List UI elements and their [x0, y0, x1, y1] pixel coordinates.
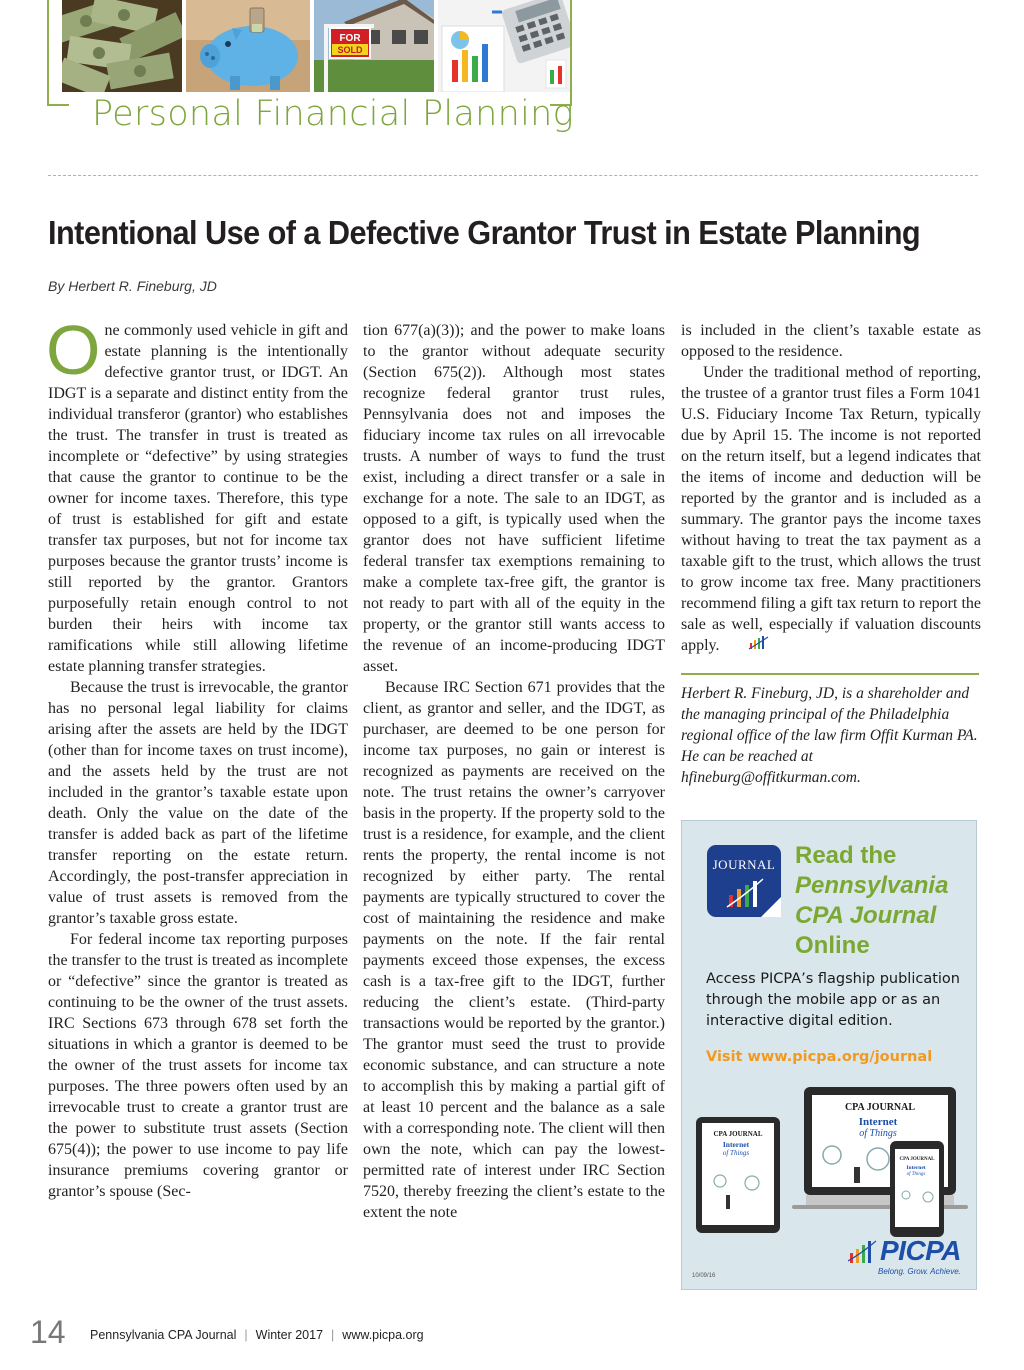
- section-title: Personal Financial Planning: [92, 94, 574, 134]
- picpa-tagline: Belong. Grow. Achieve.: [878, 1267, 961, 1276]
- phone-cover-headline: of Things: [906, 1172, 926, 1177]
- picpa-logo: PICPA: [880, 1235, 961, 1266]
- app-icon-label: JOURNAL: [712, 857, 776, 872]
- article-paragraph: Because the trust is irrevocable, the grantor has no personal legal liability for claims arising after the assets are held by the IDGT (other than for income taxes on trust income), and the assets held by the trust are not included in the grantor’s taxable estate upon death. Only the value on the date of the transfer is added back as part of the lifetime transfer reporting on the estate return. Accordingly, the post-transfer appreciation in value of trust assets is removed from the grantor’s taxable gross estate.: [48, 679, 348, 927]
- picpa-journal-ad[interactable]: [681, 820, 977, 1290]
- tablet-cover-headline: of Things: [722, 1149, 750, 1157]
- ad-code: 10/09/16: [692, 1273, 716, 1279]
- footer-separator: |: [244, 1328, 248, 1342]
- ad-headline: [795, 841, 971, 961]
- money-photo: [62, 0, 182, 92]
- monitor-cover-title: CPA JOURNAL: [844, 1102, 916, 1113]
- footer-separator: |: [331, 1328, 335, 1342]
- paragraph-text: ne commonly used vehicle in gift and estate planning is the intentionally defective grantor trust, or IDGT. An IDGT is a separate and distinct entity from the individual transferor (grantor) who establishes the trust. The transfer in trust is treated as incomplete or “defective” by using strategies that cause the grantor to continue to be the owner for income taxes. Therefore, this type of trust is established for gift and estate transfer tax purposes, but not for income tax purposes because the grantor trusts’ income is still reported by the grantor. Grantors purposefully retain enough control to not burden their heirs with income tax ramifications while still allowing lifetime estate planning transfer strategies.: [48, 322, 348, 675]
- footer-issue: Winter 2017: [255, 1328, 324, 1342]
- ad-headline-line: Pennsylvania: [795, 872, 949, 899]
- for-sale-sign-photo: [314, 0, 434, 92]
- picpa-logo-icon: [848, 1239, 878, 1265]
- ad-headline-line: CPA Journal: [795, 902, 937, 929]
- page-number: 14: [30, 1314, 66, 1350]
- journal-app-icon: [707, 845, 781, 917]
- header-frame-left: [47, 0, 49, 106]
- article-column-1: [46, 311, 348, 1202]
- article-title: Intentional Use of a Defective Grantor Trust in Estate Planning: [48, 214, 921, 251]
- article-column-3: [681, 320, 981, 788]
- ad-headline-line: Read the: [795, 842, 897, 869]
- ad-headline-line: Online: [795, 932, 870, 959]
- article-paragraph: [46, 311, 348, 677]
- article-paragraph: For federal income tax reporting purposes the transfer to the trust is treated as incomplete or “defective” since the grantor is treated as continuing to be the owner of the trust assets. IRC Sections 673 through 678 set forth the situations in which a grantor is deemed to be the owner of the trust assets for income tax purposes. The three powers often used by an irrevocable trust to create a grantor trust are the power to substitute trust assets (Section 675(4)); the power to use income to pay life insurance premiums covering grantor or grantor’s spouse (Sec-: [48, 931, 348, 1200]
- section-divider: [48, 175, 978, 176]
- paragraph-text: Under the traditional method of reporting, the trustee of a grantor trust files a Form 1041 U.S. Fiduciary Income Tax Return, typically due by April 15. The income is not reported on the return itself, but a legend indicates that the items of income and deduction will be reported by the grantor and is included as a summary. The grantor pays the income taxes without having to treat the tax payment as a taxable gift to the trust, which allows the trust to grow income tax free. Many practitioners recommend filing a gift tax return to report the sale as well, especially if valuation discounts apply.: [681, 364, 981, 654]
- calculator-photo: [438, 0, 570, 92]
- article-byline: By Herbert R. Fineburg, JD: [48, 278, 217, 294]
- article-end-icon: [726, 635, 770, 657]
- header-photo-strip: [62, 0, 570, 92]
- ad-body-text: Access PICPA’s flagship publication through the mobile app or as an interactive digital edition.: [706, 971, 960, 1029]
- author-bio: Herbert R. Fineburg, JD, is a shareholder and the managing principal of the Philadelphia regional office of the law firm Offit Kurman PA. He can be reached at hfineburg@offitkurman.com.: [681, 685, 978, 787]
- sold-sign-bottom-text: SOLD: [337, 45, 363, 55]
- page-footer: [90, 1328, 424, 1342]
- tablet-cover-headline: Internet: [722, 1140, 750, 1149]
- article-column-2: [363, 320, 665, 1223]
- article-paragraph: tion 677(a)(3)); and the power to make loans to the grantor without adequate security (Section 675(2)). Although most states recognize federal grantor trust rules, Pennsylvania does not and imposes the fiduciary income tax rules on all irrevocable trusts. A number of ways to fund the trust exist, including a direct transfer or a sale in exchange for a note. The sale to an IDGT, as opposed to a gift, is typically used when the grantor does not have sufficient lifetime federal transfer tax exemptions remaining to make a complete tax-free gift, the grantor is not ready to part with all of the equity in the property, or the grantor still wants access to the revenue of an income-producing IDGT asset.: [363, 322, 665, 675]
- ad-journal-link[interactable]: Visit www.picpa.org/journal: [706, 1049, 933, 1065]
- footer-website[interactable]: www.picpa.org: [342, 1328, 424, 1342]
- article-paragraph: [681, 362, 981, 657]
- article-paragraph: is included in the client’s taxable estate as opposed to the residence.: [681, 322, 981, 360]
- article-paragraph: Because IRC Section 671 provides that the client, as grantor and seller, and the IDGT, as purchaser, are deemed to be one person for income tax purposes, no gain or interest is recognized as payments are received on the note. The trust retains the owner’s carryover basis in the property. If the property sold to the trust is a residence, for example, and the client rents the property, the rental income is not recognized by either party. The rental payments are typically structured to cover the cost of maintaining the residence and make payments on the note. If the fair rental payments exceed those expenses, the excess cash is a tax-free gift to the IDGT, further reducing the client’s estate. (Third-party transactions would be reported by the grantor.) The grantor must seed the trust to provide economic substance, and can structure a note to accomplish this by making a partial gift of at least 10 percent and the balance as a sale with a corresponding note. The client will then own the note, which can pay the lowest-permitted rate of interest under IRC Section 7520, thereby freezing the client’s estate to the extent the note: [363, 679, 665, 1221]
- footer-publication: Pennsylvania CPA Journal: [90, 1328, 237, 1342]
- monitor-cover-headline: of Things: [859, 1128, 897, 1139]
- bio-divider: [681, 673, 979, 675]
- monitor-cover-headline: Internet: [858, 1116, 898, 1128]
- tablet-cover-title: CPA JOURNAL: [713, 1130, 763, 1138]
- header-frame-left-foot: [47, 104, 69, 106]
- phone-cover-headline: Internet: [906, 1165, 926, 1171]
- header-frame-right: [570, 0, 572, 106]
- drop-cap: O: [46, 311, 101, 389]
- sold-sign-top-text: FOR: [339, 33, 361, 44]
- piggy-bank-photo: [186, 0, 310, 92]
- phone-cover-title: CPA JOURNAL: [899, 1157, 935, 1162]
